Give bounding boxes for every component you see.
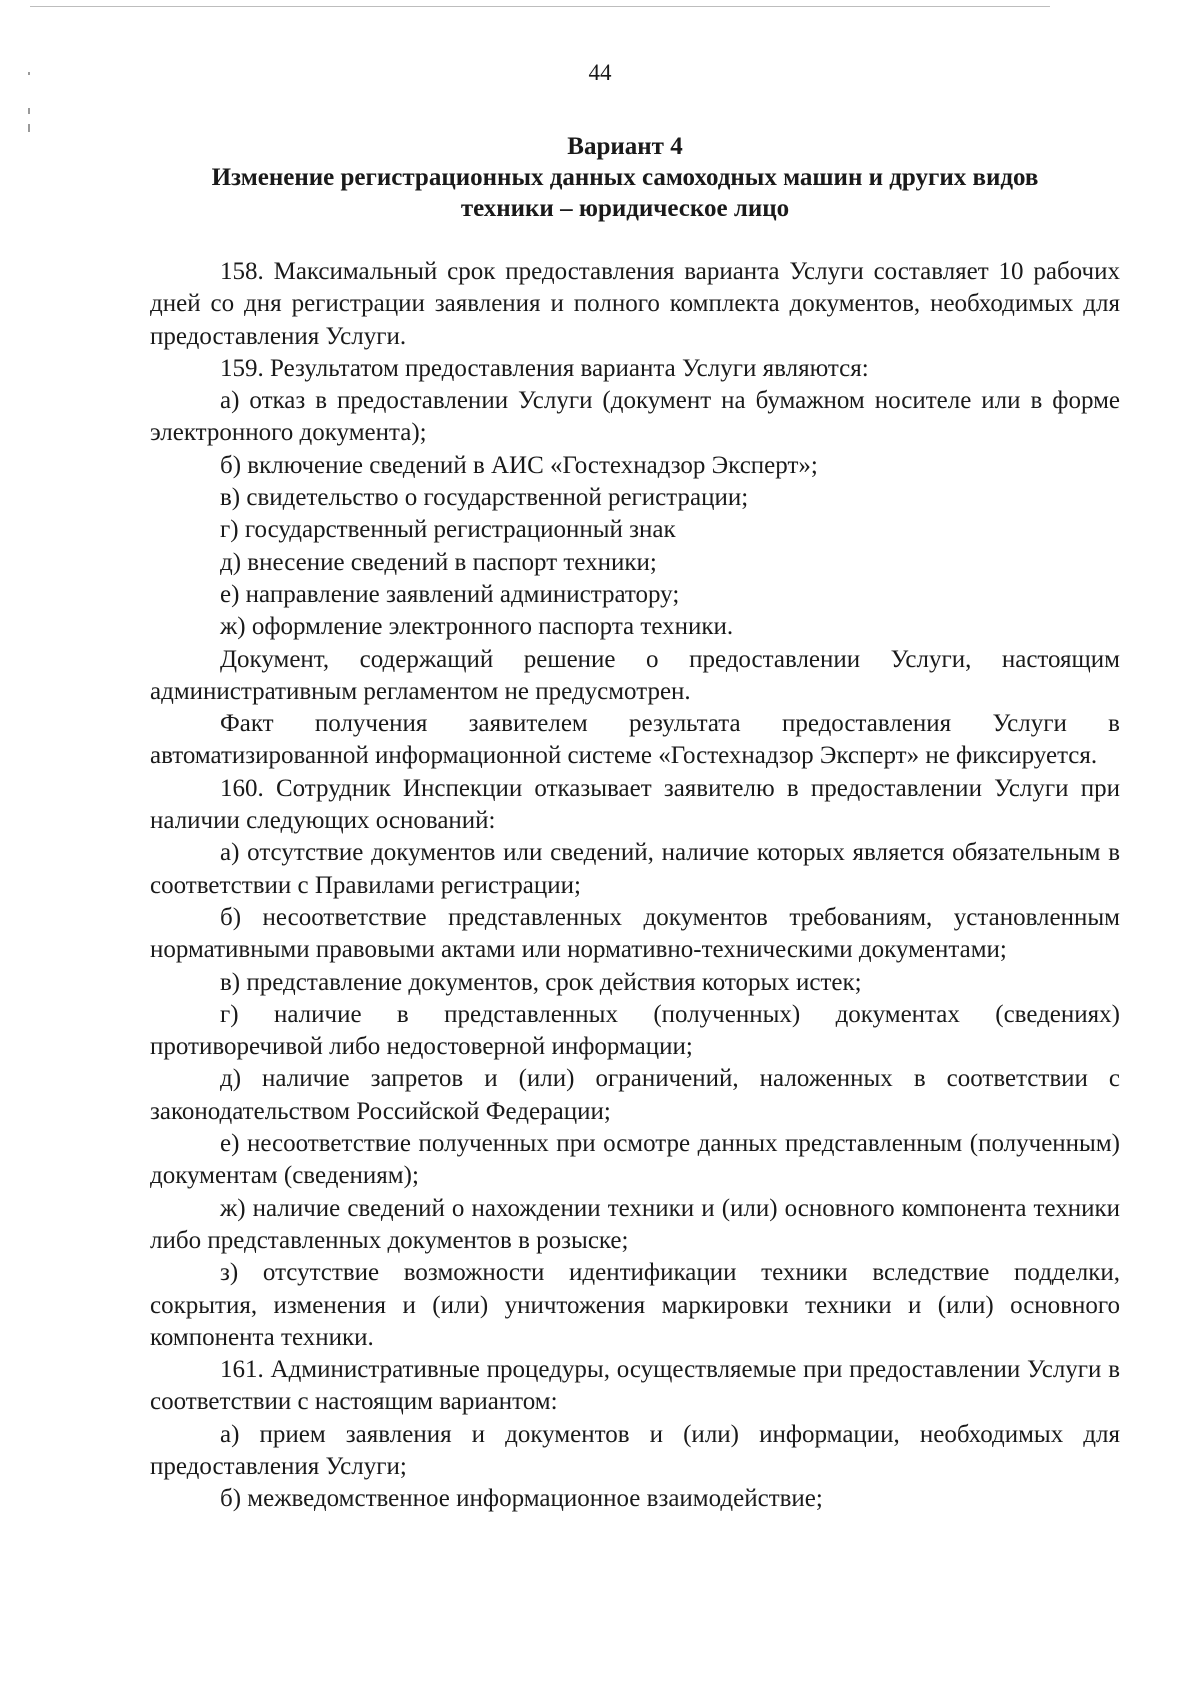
list-item: б) несоответствие представленных документов требованиям, установленным нормативными правовыми актами или нормативно-техническими документами;: [150, 903, 1120, 964]
list-item: д) внесение сведений в паспорт техники;: [220, 548, 657, 576]
paragraph-159: 159. Результатом предоставления варианта Услуги являются:: [220, 354, 869, 382]
list-item: е) несоответствие полученных при осмотре данных представленным (полученным) документам (сведениям);: [150, 1130, 1120, 1190]
list-item: г) государственный регистрационный знак: [220, 516, 676, 544]
document-body: [150, 256, 1120, 1516]
heading-variant: Вариант 4: [567, 133, 683, 160]
list-item: б) включение сведений в АИС «Гостехнадзор Эксперт»;: [220, 451, 818, 479]
list-item: ж) оформление электронного паспорта техники.: [220, 613, 734, 641]
list-item: б) межведомственное информационное взаимодействие;: [220, 1485, 823, 1513]
paragraph: Факт получения заявителем результата предоставления Услуги в автоматизированной информационной системе «Гостехнадзор Эксперт» не фиксируется.: [150, 710, 1120, 770]
list-item: з) отсутствие возможности идентификации техники вследствие подделки, сокрытия, изменения и (или) уничтожения маркировки техники и (или) основного компонента техники.: [150, 1259, 1120, 1351]
list-item: ж) наличие сведений о нахождении техники и (или) основного компонента техники либо представленных документов в розыске;: [150, 1194, 1120, 1254]
list-item: е) направление заявлений администратору;: [220, 580, 680, 608]
section-heading: [150, 131, 1100, 224]
list-item: д) наличие запретов и (или) ограничений, наложенных в соответствии с законодательством Российской Федерации;: [150, 1065, 1120, 1125]
scan-edge-line: [30, 6, 1050, 7]
paragraph-160: 160. Сотрудник Инспекции отказывает заявителю в предоставлении Услуги при наличии следующих оснований:: [150, 774, 1120, 835]
list-item: в) представление документов, срок действия которых истек;: [220, 968, 862, 996]
paragraph: Документ, содержащий решение о предоставлении Услуги, настоящим административным регламентом не предусмотрен.: [150, 645, 1120, 705]
paragraph-161: 161. Административные процедуры, осуществляемые при предоставлении Услуги в соответствии с настоящим вариантом:: [150, 1356, 1120, 1416]
list-item: а) прием заявления и документов и (или) информации, необходимых для предоставления Услуги;: [150, 1420, 1120, 1480]
list-item: а) отказ в предоставлении Услуги (документ на бумажном носителе или в форме электронного документа);: [150, 387, 1120, 447]
list-item: в) свидетельство о государственной регистрации;: [220, 484, 749, 512]
heading-title-line-2: техники – юридическое лицо: [460, 195, 790, 222]
page-number: 44: [588, 60, 612, 85]
list-item: а) отсутствие документов или сведений, наличие которых является обязательным в соответствии с Правилами регистрации;: [150, 839, 1120, 899]
list-item: г) наличие в представленных (полученных) документах (сведениях) противоречивой либо недостоверной информации;: [150, 1000, 1120, 1061]
scan-mark: [28, 108, 30, 114]
paragraph-158: 158. Максимальный срок предоставления варианта Услуги составляет 10 рабочих дней со дня регистрации заявления и полного комплекта документов, необходимых для предоставления Услуги.: [150, 258, 1120, 350]
scan-mark: [28, 124, 30, 132]
heading-title-line-1: Изменение регистрационных данных самоходных машин и других видов: [211, 164, 1039, 191]
